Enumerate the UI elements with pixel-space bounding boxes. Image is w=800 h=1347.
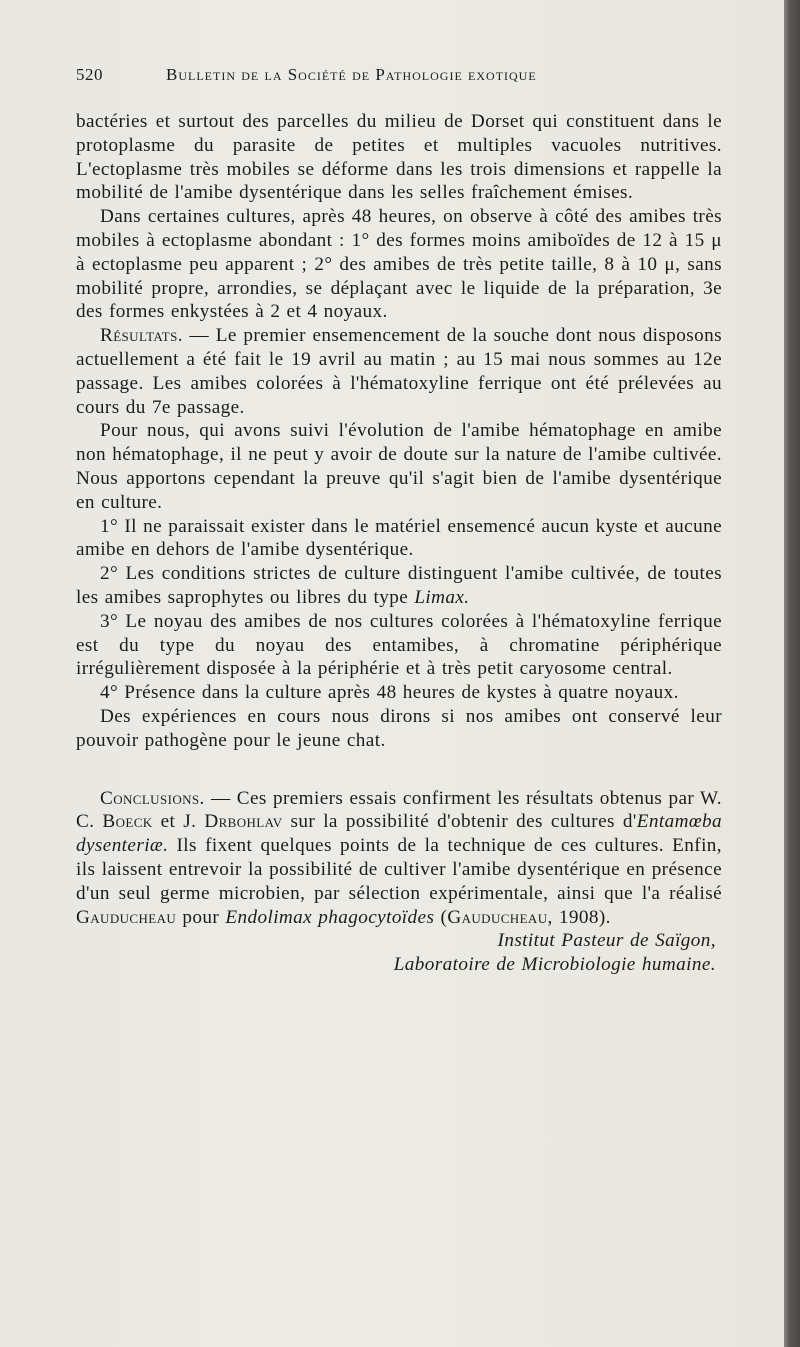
conclusions-text-6: (	[434, 906, 448, 928]
species-endolimax: Endolimax phagocytoïdes	[225, 906, 435, 928]
paragraph-results	[76, 324, 722, 419]
species-entamoeba: Entamœba dysenteriæ.	[76, 811, 723, 857]
paragraph-point-4: 4° Présence dans la culture après 48 heures de kystes à quatre noyaux.	[100, 682, 679, 704]
conclusions-text-5: pour	[176, 906, 226, 928]
point-2-italic: Limax.	[414, 586, 470, 608]
page-number: 520	[76, 65, 103, 84]
body-text	[76, 110, 722, 977]
point-2-text: 2° Les conditions strictes de culture distinguent l'amibe cultivée, de toutes les amibes saprophytes ou libres du type	[76, 563, 722, 608]
conclusions-text-1: — Ces premiers essais confirment les résultats obtenus par W. C.	[76, 787, 722, 833]
paragraph-1: bactéries et surtout des parcelles du milieu de Dorset qui constituent dans le protoplasme du parasite de petites et multiples vacuoles nutritives. L'ectoplasme très mobiles se déforme dans les trois dimensions et rappelle la mobilité de l'amibe dysentérique dans les selles fraîchement émises.	[76, 111, 722, 204]
conclusions-text-4: Ils fixent quelques points de la technique de ces cultures. Enfin, ils laissent entrevoir la possibilité de cultiver l'amibe dysentérique en présence d'un seul germe microbien, par sélection expérimentale, ainsi que l'a réalisé	[76, 835, 722, 904]
signature-line-1: Institut Pasteur de Saïgon,	[497, 930, 716, 952]
results-text: — Le premier ensemencement de la souche dont nous disposons actuellement a été fait le 19 avril au matin ; au 15 mai nous sommes au 12e passage. Les amibes colorées à l'hématoxyline ferrique ont été prélevées au cours du 7e passage.	[76, 325, 722, 418]
page-edge-shadow	[784, 0, 800, 1347]
running-title: Bulletin de la Société de Pathologie exotique	[166, 65, 537, 84]
author-gauducheau: Gauducheau	[76, 906, 177, 928]
running-header	[76, 63, 722, 87]
paragraph-2: Dans certaines cultures, après 48 heures, on observe à côté des amibes très mobiles à ectoplasme abondant : 1° des formes moins amiboïdes de 12 à 15 μ à ectoplasme peu apparent ; 2° des amibes de très petite taille, 8 à 10 μ, sans mobilité propre, arrondies, se déplaçant avec le liquide de la préparation, 3e des formes enkystées à 2 et 4 noyaux.	[76, 206, 722, 323]
author-gauducheau-ref: Gauducheau	[447, 906, 548, 928]
paragraph-point-2	[76, 562, 722, 610]
conclusions-text-3: sur la possibilité d'obtenir des cultures d'	[282, 811, 637, 833]
paragraph-experiments: Des expériences en cours nous dirons si nos amibes ont conservé leur pouvoir pathogène pour le jeune chat.	[76, 705, 722, 751]
conclusions-label: Conclusions.	[100, 787, 205, 809]
paragraph-point-1: 1° Il ne paraissait exister dans le matériel ensemencé aucun kyste et aucune amibe en dehors de l'amibe dysentérique.	[76, 515, 722, 561]
conclusions-text-2: et J.	[152, 811, 205, 833]
signature-line-2: Laboratoire de Microbiologie humaine.	[393, 954, 716, 976]
author-drbohlav: Drbohlav	[204, 811, 283, 833]
conclusions-text-7: , 1908).	[547, 906, 611, 928]
author-boeck: Boeck	[102, 811, 153, 833]
paragraph-conclusions	[76, 787, 722, 930]
paragraph-point-3: 3° Le noyau des amibes de nos cultures colorées à l'hématoxyline ferrique est du type du noyau des entamibes, à chromatine périphérique irrégulièrement disposée à la périphérie et à très petit caryosome central.	[76, 610, 722, 680]
results-label: Résultats.	[100, 325, 183, 347]
section-gap	[76, 753, 722, 787]
paragraph-4: Pour nous, qui avons suivi l'évolution de l'amibe hématophage en amibe non hématophage, il ne peut y avoir de doute sur la nature de l'amibe cultivée. Nous apportons cependant la preuve qu'il s'agit bien de l'amibe dysentérique en culture.	[76, 420, 722, 513]
